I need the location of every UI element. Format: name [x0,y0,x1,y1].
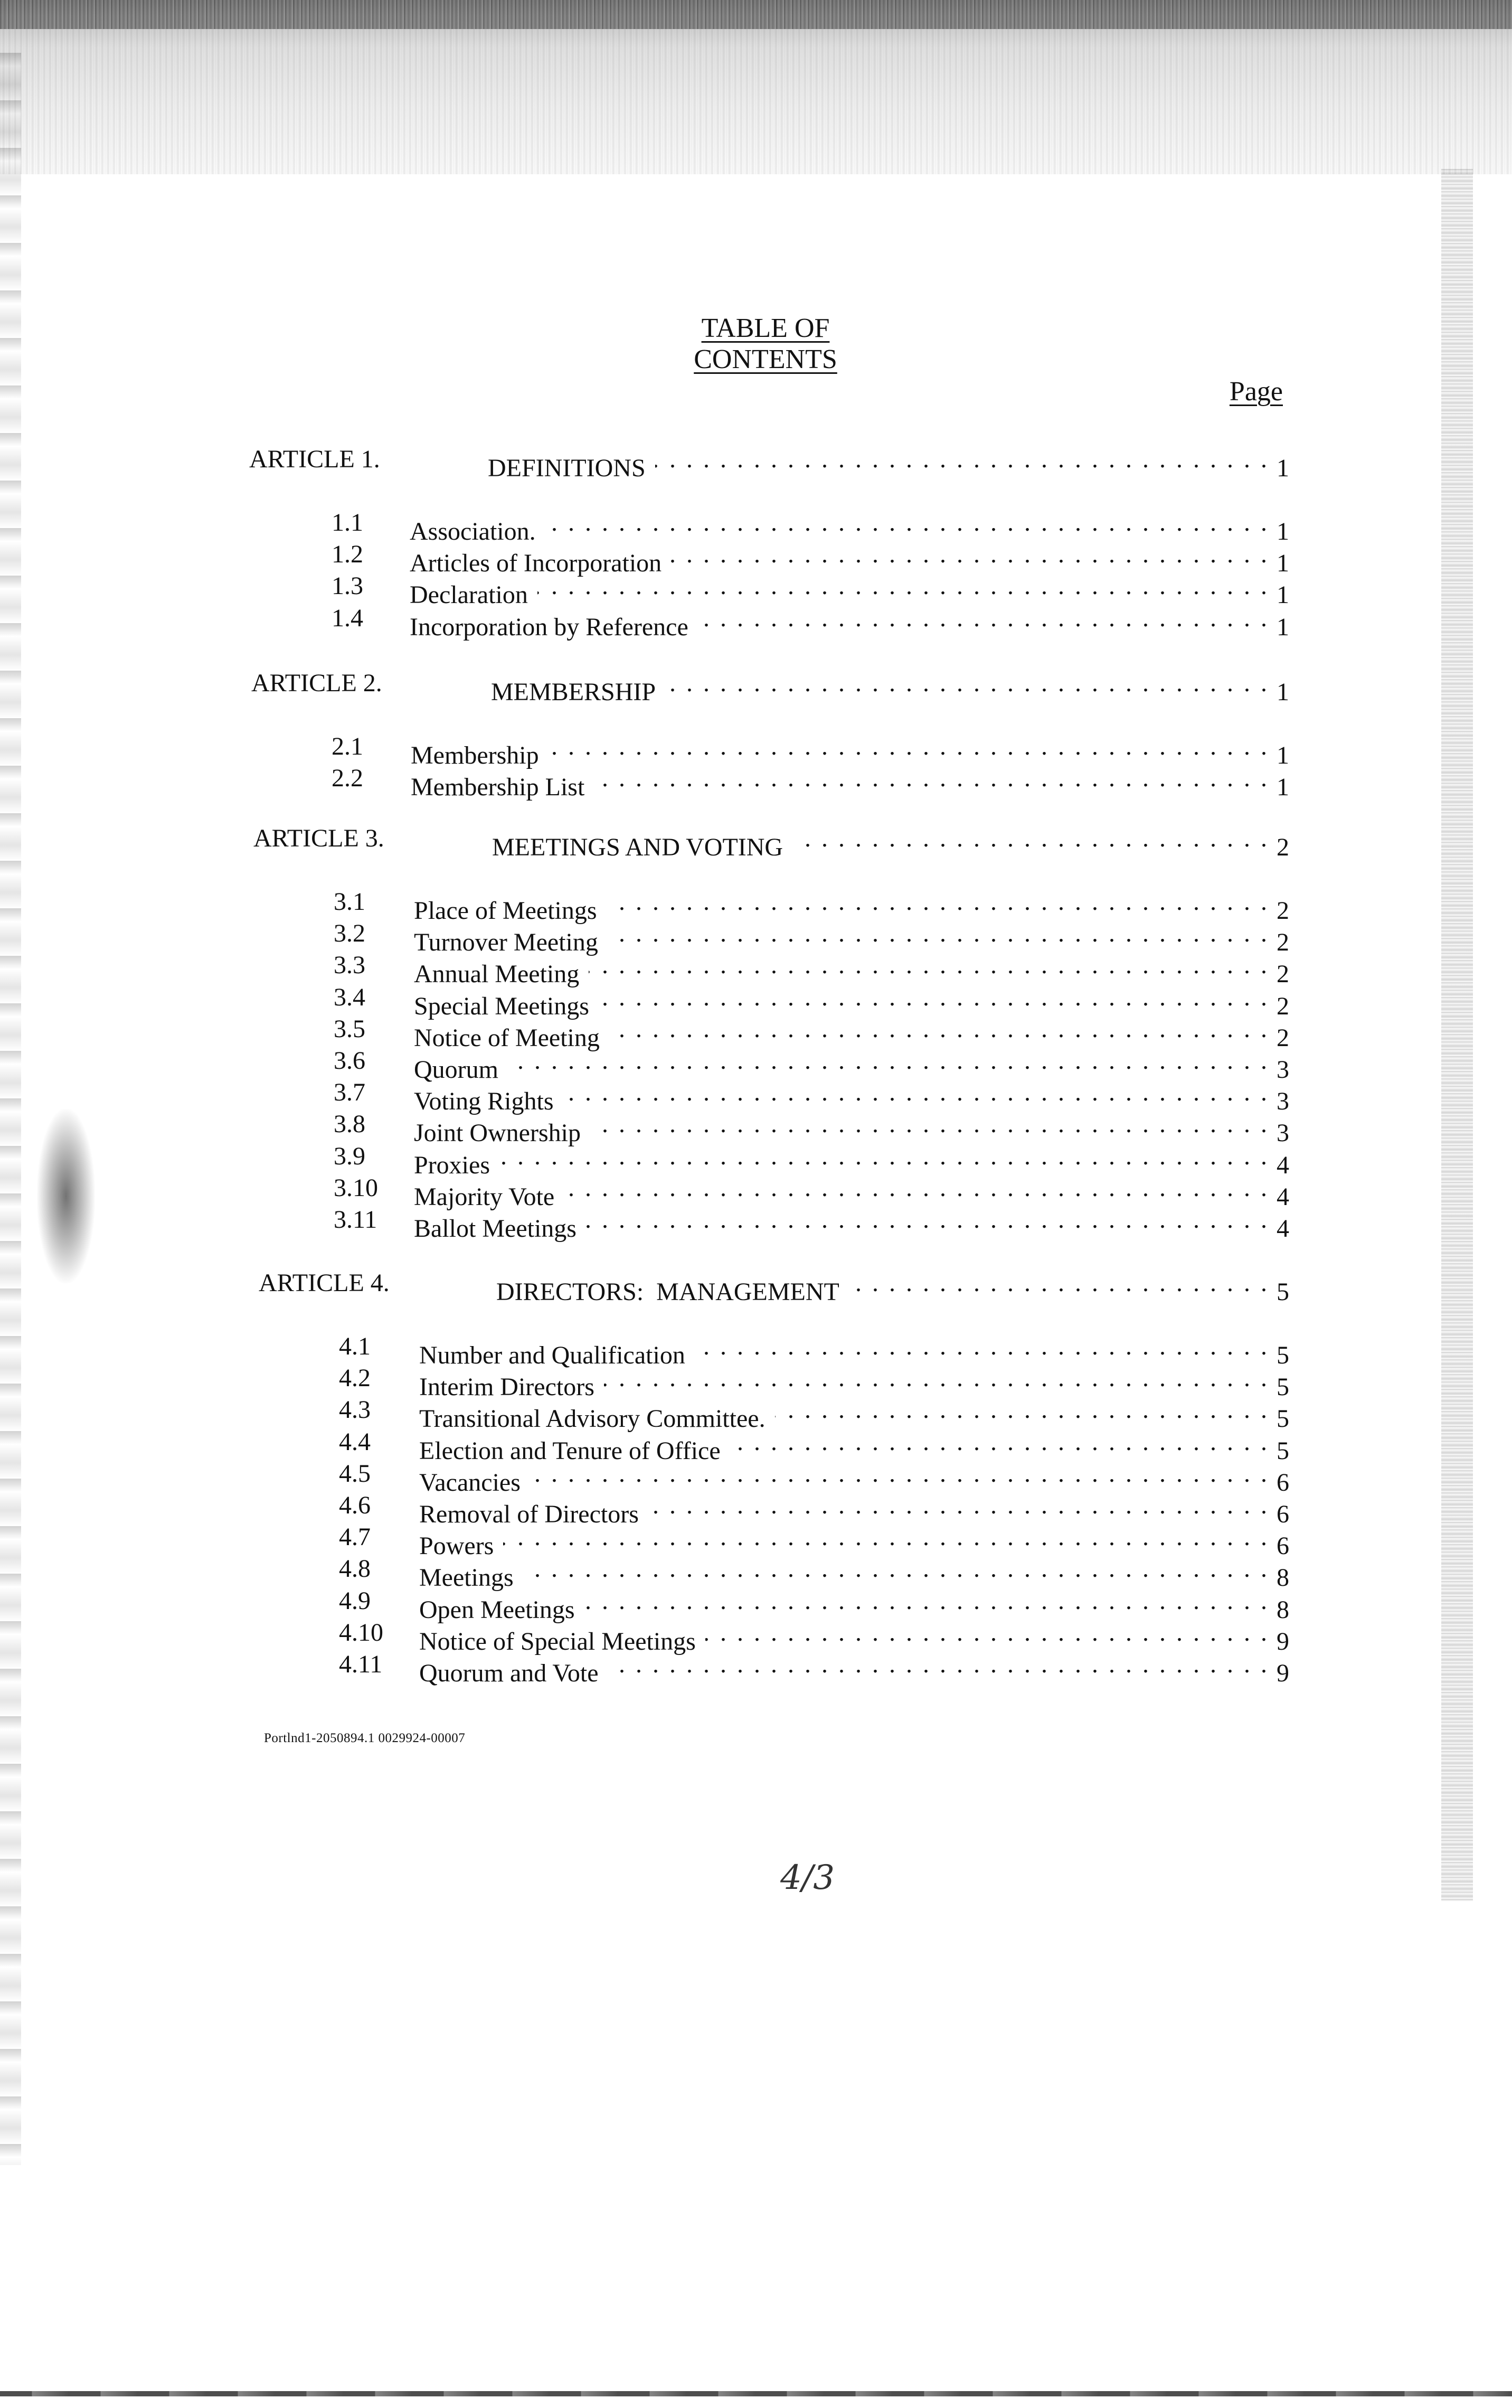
toc-section-row [0,761,1512,801]
section-number: 3.11 [334,1206,377,1234]
section-entry [410,601,1289,644]
section-number: 4.11 [339,1650,383,1678]
toc-section-row [0,1140,1512,1179]
section-title: Vacancies [419,1469,521,1497]
section-page-number: 3 [1277,1119,1289,1147]
section-entry [411,761,1289,804]
toc-section-row [0,1457,1512,1497]
toc-section-row [0,917,1512,956]
section-number: 3.9 [334,1142,365,1170]
toc-section-row [0,569,1512,609]
dot-leader [792,822,1269,855]
dot-leader [849,1266,1269,1300]
scan-edge-bottom [0,2391,1512,2396]
toc-article-row [0,666,1512,706]
section-number: 3.4 [334,983,365,1011]
section-page-number: 9 [1277,1659,1289,1687]
section-page-number: 8 [1277,1596,1289,1624]
section-title: Incorporation by Reference [410,613,688,641]
article-label: ARTICLE 4. [259,1269,390,1297]
section-page-number: 2 [1277,1024,1289,1052]
section-page-number: 9 [1277,1628,1289,1656]
section-title: Membership List [411,773,585,801]
toc-section-row [0,885,1512,925]
section-title: Voting Rights [414,1087,554,1115]
article-entry [496,1266,1289,1309]
toc-section-row [0,538,1512,577]
dot-leader [655,443,1269,476]
toc-section-row [0,1076,1512,1115]
dot-leader [648,1489,1269,1522]
section-title: Annual Meeting [414,960,580,988]
toc-section-row [0,601,1512,641]
section-number: 2.1 [332,732,363,760]
dot-leader [537,569,1269,603]
article-label: ARTICLE 1. [249,445,380,473]
toc-section-row [0,1012,1512,1052]
section-title: Notice of Meeting [414,1024,600,1052]
toc-section-row [0,1361,1512,1401]
section-page-number: 1 [1277,518,1289,545]
dot-leader [608,1648,1269,1681]
section-title: Meetings [419,1564,514,1592]
dot-leader [503,1520,1269,1554]
section-page-number: 3 [1277,1087,1289,1115]
section-number: 4.8 [339,1555,371,1583]
section-title: Election and Tenure of Office [419,1437,721,1465]
section-page-number: 2 [1277,897,1289,925]
toc-section-row [0,1393,1512,1433]
section-page-number: 6 [1277,1469,1289,1497]
article-page-number: 1 [1277,678,1289,706]
section-page-number: 2 [1277,992,1289,1020]
section-number: 3.1 [334,888,365,916]
section-page-number: 1 [1277,549,1289,577]
toc-section-row [0,1203,1512,1243]
article-page-number: 2 [1277,833,1289,861]
toc-article-row [0,822,1512,861]
scan-edge-top [0,0,1512,29]
toc-section-row [0,1648,1512,1687]
toc-section-row [0,1552,1512,1592]
article-title: DEFINITIONS [488,454,646,482]
article-title: DIRECTORS: MANAGEMENT [496,1278,839,1306]
dot-leader [609,1012,1269,1046]
section-number: 1.2 [332,540,363,568]
section-title: Special Meetings [414,992,589,1020]
article-label: ARTICLE 3. [253,824,384,852]
section-title: Powers [419,1532,494,1560]
dot-leader [698,601,1269,635]
section-entry [419,1648,1289,1690]
section-number: 1.1 [332,509,363,537]
section-page-number: 1 [1277,741,1289,769]
toc-section-row [0,1044,1512,1084]
section-number: 4.5 [339,1460,371,1488]
section-page-number: 6 [1277,1500,1289,1528]
section-page-number: 5 [1277,1405,1289,1433]
section-title: Number and Qualification [419,1341,685,1369]
dot-leader [523,1552,1269,1586]
article-label: ARTICLE 2. [251,669,382,697]
dot-leader [604,1361,1269,1395]
section-title: Joint Ownership [414,1119,581,1147]
toc-section-row [0,1489,1512,1528]
section-title: Notice of Special Meetings [419,1628,696,1656]
section-number: 4.1 [339,1332,371,1360]
section-entry [414,1203,1289,1246]
section-title: Removal of Directors [419,1500,639,1528]
article-entry [488,443,1289,485]
article-entry [491,666,1289,709]
article-page-number: 5 [1277,1278,1289,1306]
section-title: Place of Meetings [414,897,597,925]
dot-leader [775,1393,1269,1427]
dot-leader [586,1203,1269,1237]
dot-leader [590,1107,1269,1141]
section-page-number: 5 [1277,1373,1289,1401]
section-number: 3.5 [334,1015,365,1043]
section-number: 3.6 [334,1047,365,1075]
toc-section-row [0,1330,1512,1369]
dot-leader [665,666,1269,700]
dot-leader [671,538,1269,571]
section-page-number: 3 [1277,1056,1289,1084]
article-title: MEMBERSHIP [491,678,656,706]
toc-section-row [0,948,1512,988]
dot-leader [607,885,1269,919]
dot-leader [545,506,1269,540]
dot-leader [508,1044,1269,1078]
section-title: Transitional Advisory Committee. [419,1405,766,1433]
toc-section-row [0,730,1512,769]
section-number: 3.8 [334,1110,365,1138]
dot-leader [564,1171,1269,1205]
section-title: Quorum and Vote [419,1659,599,1687]
dot-leader [589,948,1269,982]
section-title: Quorum [414,1056,498,1084]
toc-article-row [0,443,1512,482]
section-page-number: 1 [1277,773,1289,801]
section-title: Membership [411,741,539,769]
section-title: Association. [410,518,536,545]
page-column-heading: Page [1229,377,1283,407]
section-page-number: 4 [1277,1151,1289,1179]
section-page-number: 4 [1277,1215,1289,1243]
toc-section-row [0,1520,1512,1560]
section-number: 4.9 [339,1587,371,1615]
dot-leader [563,1076,1269,1109]
section-number: 4.7 [339,1523,371,1551]
section-title: Declaration [410,581,528,609]
section-title: Ballot Meetings [414,1215,577,1243]
toc-section-row [0,1107,1512,1147]
section-page-number: 8 [1277,1564,1289,1592]
section-number: 1.3 [332,572,363,600]
section-number: 3.7 [334,1078,365,1106]
dot-leader [695,1330,1269,1363]
toc-article-row [0,1266,1512,1306]
section-number: 3.2 [334,919,365,947]
dot-leader [599,981,1269,1014]
section-number: 4.3 [339,1396,371,1424]
dot-leader [499,1140,1269,1173]
section-number: 1.4 [332,604,363,632]
handwritten-page-number-text: 4/3 [780,1858,835,1897]
section-number: 3.3 [334,951,365,979]
article-entry [492,822,1289,864]
dot-leader [530,1457,1269,1491]
article-title: MEETINGS AND VOTING [492,833,783,861]
section-page-number: 2 [1277,928,1289,956]
toc-section-row [0,981,1512,1020]
toc-section-row [0,506,1512,545]
section-number: 4.10 [339,1619,383,1647]
dot-leader [705,1616,1269,1650]
section-page-number: 1 [1277,613,1289,641]
section-title: Interim Directors [419,1373,594,1401]
article-page-number: 1 [1277,454,1289,482]
section-page-number: 4 [1277,1183,1289,1211]
section-title: Proxies [414,1151,490,1179]
document-title: TABLE OF CONTENTS [694,313,837,374]
section-page-number: 6 [1277,1532,1289,1560]
section-title: Articles of Incorporation [410,549,662,577]
toc-section-row [0,1171,1512,1211]
dot-leader [594,761,1269,795]
section-number: 4.4 [339,1428,371,1456]
document-id-footer: Portlnd1-2050894.1 0029924-00007 [264,1731,466,1745]
section-page-number: 5 [1277,1341,1289,1369]
toc-section-row [0,1616,1512,1656]
handwritten-page-number [780,1856,844,1898]
section-title: Turnover Meeting [414,928,598,956]
section-number: 2.2 [332,764,363,792]
dot-leader [549,730,1269,764]
dot-leader [608,917,1269,951]
dot-leader [584,1584,1269,1618]
section-number: 4.2 [339,1364,371,1392]
section-page-number: 1 [1277,581,1289,609]
section-title: Open Meetings [419,1596,575,1624]
section-title: Majority Vote [414,1183,555,1211]
dot-leader [730,1425,1269,1459]
section-page-number: 2 [1277,960,1289,988]
section-number: 3.10 [334,1174,378,1202]
section-page-number: 5 [1277,1437,1289,1465]
toc-section-row [0,1425,1512,1465]
section-number: 4.6 [339,1491,371,1519]
toc-section-row [0,1584,1512,1624]
